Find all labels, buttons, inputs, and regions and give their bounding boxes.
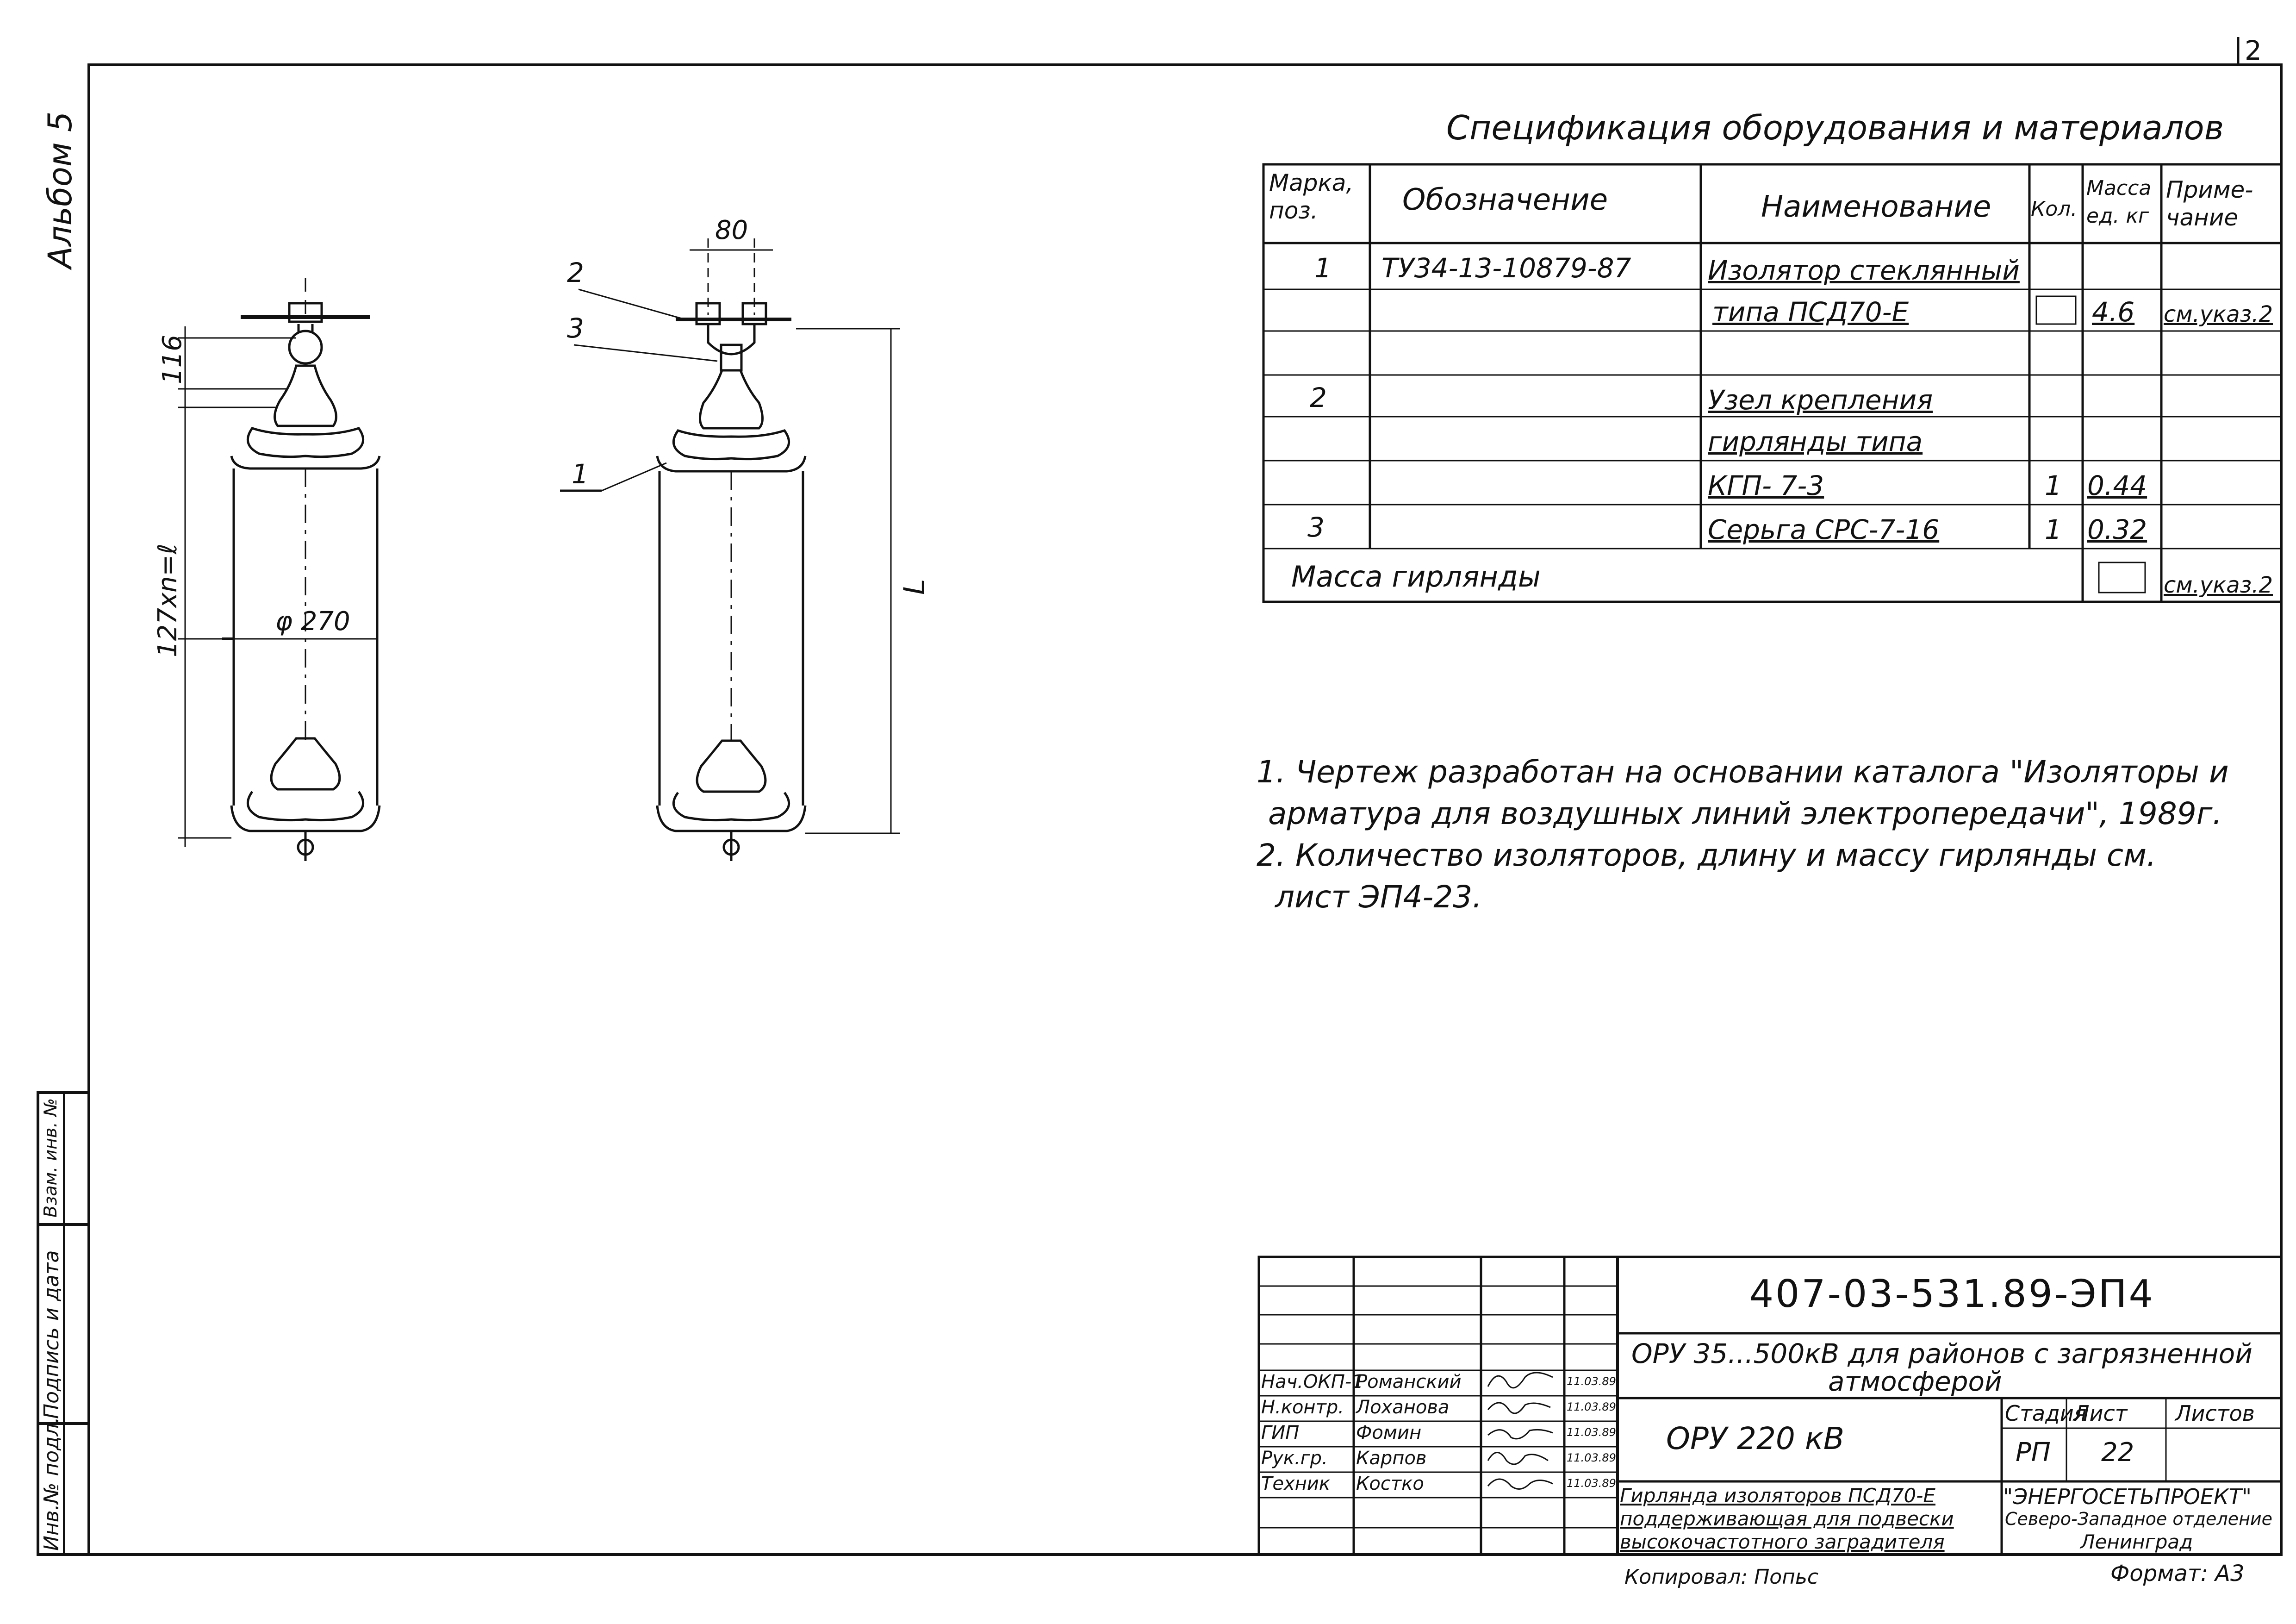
sheet-value: 22 xyxy=(2101,1437,2134,1468)
person-5: Костко xyxy=(1356,1473,1424,1494)
callout-2: 2 xyxy=(567,257,584,288)
insulator-string-left xyxy=(178,278,380,861)
header-designation: Обозначение xyxy=(1402,183,1608,217)
project-line-2: атмосферой xyxy=(1828,1366,2002,1397)
header-qty: Кол. xyxy=(2031,197,2078,221)
dim-string-length: 127хn=ℓ xyxy=(153,543,183,657)
date-4: 11.03.89 xyxy=(1567,1451,1616,1464)
row2-note: см.указ.2 xyxy=(2164,301,2273,327)
role-2: Н.контр. xyxy=(1261,1397,1344,1418)
row7-mass: 0.32 xyxy=(2087,514,2147,545)
header-mass-l2: ед. кг xyxy=(2086,204,2149,228)
person-2: Лоханова xyxy=(1356,1397,1450,1418)
row4-name: Узел крепления xyxy=(1708,384,1933,416)
org-line-2: Северо-Западное отделение xyxy=(2005,1509,2272,1529)
dim-L: L xyxy=(897,579,931,595)
date-3: 11.03.89 xyxy=(1567,1426,1616,1439)
doc-code: 407-03-531.89-ЭП4 xyxy=(1749,1272,2155,1316)
org-line-3: Ленинград xyxy=(2080,1530,2193,1553)
album-label: Альбом 5 xyxy=(41,111,79,269)
sheet-label: Лист xyxy=(2073,1401,2128,1426)
callout-3: 3 xyxy=(567,312,584,344)
person-4: Карпов xyxy=(1356,1448,1427,1469)
dim-116: 116 xyxy=(157,335,187,384)
dim-diameter: φ 270 xyxy=(275,606,350,637)
date-2: 11.03.89 xyxy=(1567,1400,1616,1413)
inv-no-label: Инв.№ подл. xyxy=(40,1417,63,1551)
person-3: Фомин xyxy=(1356,1422,1422,1443)
row6-mass: 0.44 xyxy=(2087,470,2147,501)
role-4: Рук.гр. xyxy=(1261,1448,1328,1469)
header-note-l2: чание xyxy=(2166,204,2239,231)
project-line-1: ОРУ 35...500кВ для районов с загрязненной xyxy=(1631,1338,2252,1369)
sign-date-label: Подпись и дата xyxy=(40,1250,63,1419)
row7-mark: 3 xyxy=(1307,512,1325,543)
role-3: ГИП xyxy=(1261,1422,1300,1443)
row1-mark: 1 xyxy=(1314,252,1332,284)
sheets-label: Листов xyxy=(2175,1401,2255,1426)
org-line-1: "ЭНЕРГОСЕТЬПРОЕКТ" xyxy=(2003,1484,2252,1509)
row6-name: КГП- 7-3 xyxy=(1708,470,1824,501)
header-note-l1: Приме- xyxy=(2166,176,2253,203)
row5-name: гирлянды типа xyxy=(1708,426,1923,457)
row7-name: Серьга СРС-7-16 xyxy=(1708,514,1940,545)
drawing-title-line-3: высокочастотного заградителя xyxy=(1620,1530,1945,1553)
note-line-4: лист ЭП4-23. xyxy=(1275,879,1482,915)
note-line-2: арматура для воздушных линий электропередачи", 1989г. xyxy=(1268,796,2222,831)
note-line-1: 1. Чертеж разработан на основании каталога "Изоляторы и xyxy=(1257,754,2229,790)
row2-name: типа ПСД70-Е xyxy=(1712,296,1909,328)
copied-by: Копировал: Попьс xyxy=(1624,1565,1819,1589)
row4-mark: 2 xyxy=(1310,382,1327,413)
row1-designation: ТУ34-13-10879-87 xyxy=(1381,252,1631,284)
stage-value: РП xyxy=(2016,1437,2051,1468)
drawing-title-line-2: поддерживающая для подвески xyxy=(1620,1507,1954,1530)
row2-mass: 4.6 xyxy=(2092,296,2135,328)
row7-qty: 1 xyxy=(2045,514,2062,545)
header-mark-l1: Марка, xyxy=(1269,169,1354,196)
replace-inv-label: Взам. инв. № xyxy=(40,1098,61,1218)
date-5: 11.03.89 xyxy=(1567,1477,1616,1490)
role-1: Нач.ОКП-1 xyxy=(1261,1371,1363,1393)
object-name: ОРУ 220 кВ xyxy=(1666,1421,1845,1456)
sheet-number: 2 xyxy=(2245,35,2262,66)
callout-1: 1 xyxy=(572,458,589,490)
header-mark-l2: поз. xyxy=(1269,197,1318,224)
header-name: Наименование xyxy=(1761,190,1991,224)
person-1: Романский xyxy=(1356,1371,1462,1393)
drawing-title-line-1: Гирлянда изоляторов ПСД70-Е xyxy=(1620,1484,1935,1507)
date-1: 11.03.89 xyxy=(1567,1375,1616,1388)
dim-80: 80 xyxy=(715,215,748,245)
row1-name: Изолятор стеклянный xyxy=(1708,255,2020,286)
spec-title: Спецификация оборудования и материалов xyxy=(1446,108,2224,147)
insulator-string-right xyxy=(560,238,900,861)
role-5: Техник xyxy=(1261,1473,1331,1494)
note-line-3: 2. Количество изоляторов, длину и массу гирлянды см. xyxy=(1257,837,2156,873)
stage-label: Стадия xyxy=(2005,1401,2087,1426)
header-mass-l1: Масса xyxy=(2086,176,2152,200)
row6-qty: 1 xyxy=(2045,470,2062,501)
total-note: см.указ.2 xyxy=(2164,572,2273,598)
total-label: Масса гирлянды xyxy=(1291,560,1541,593)
sheet-format: Формат: А3 xyxy=(2110,1561,2245,1587)
